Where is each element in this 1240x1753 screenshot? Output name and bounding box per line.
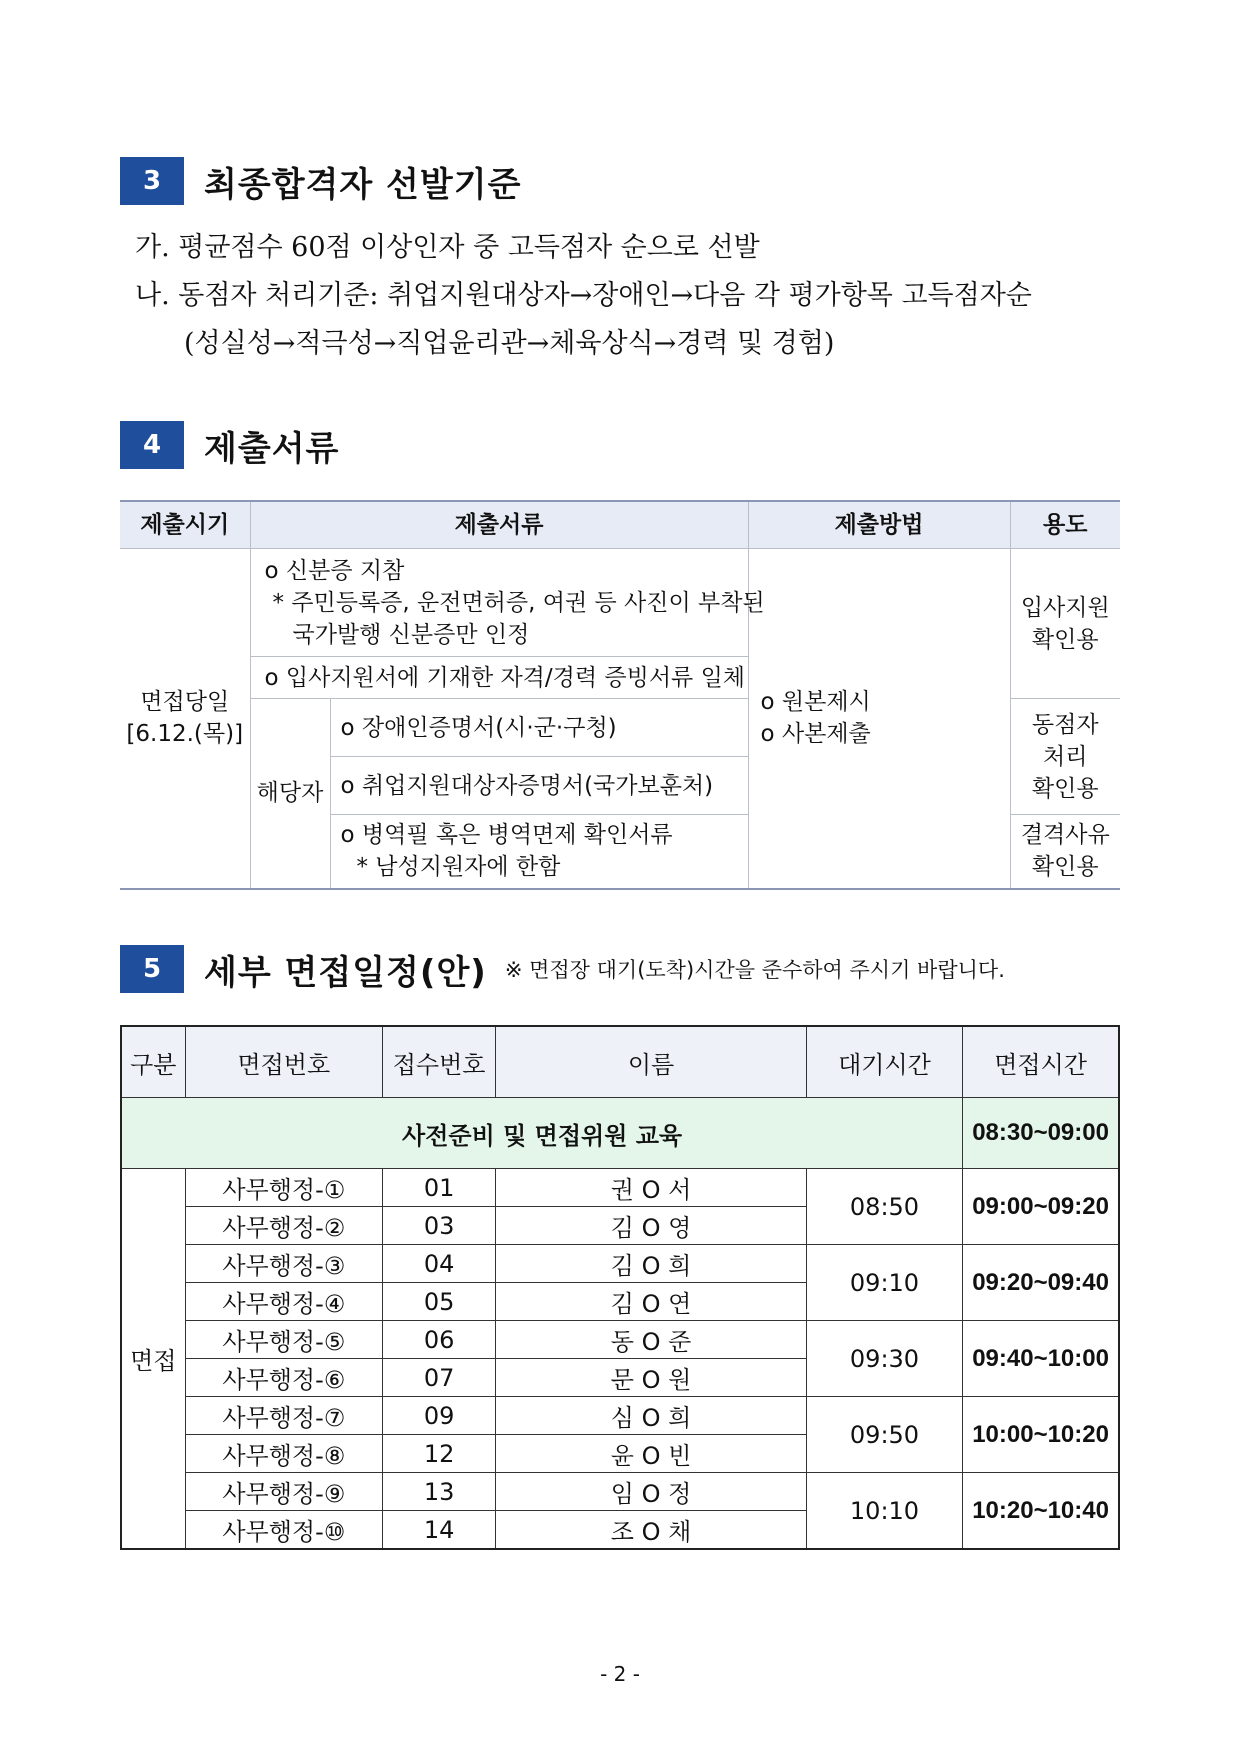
applicant-name: 김 O 연 [496, 1283, 807, 1321]
reg-no: 13 [383, 1473, 496, 1511]
reg-no: 07 [383, 1359, 496, 1397]
header-method: 제출방법 [748, 501, 1010, 549]
doc-id-note: * 주민등록증, 운전면허증, 여권 등 사진이 부착된 [272, 589, 765, 616]
use-tiebreak: 동점자 처리 확인용 [1010, 699, 1120, 815]
interview-time: 10:20~10:40 [963, 1473, 1119, 1550]
doc-veteran: o 취업지원대상자증명서(국가보훈처) [330, 757, 748, 815]
reg-no: 09 [383, 1397, 496, 1435]
doc-military-note: * 남성지원자에 한함 [356, 854, 561, 881]
interview-time: 09:00~09:20 [963, 1169, 1119, 1245]
interview-no: 사무행정-⑨ [185, 1473, 382, 1511]
applicant-name: 조 O 채 [496, 1511, 807, 1550]
method-copy: o 사본제출 [760, 721, 871, 748]
applicant-name: 임 O 정 [496, 1473, 807, 1511]
section-number: 4 [120, 421, 184, 469]
header-interview-no: 면접번호 [185, 1026, 382, 1098]
header-category: 구분 [121, 1026, 185, 1098]
section-title: 제출서류 [204, 428, 340, 469]
section-4 [120, 421, 339, 469]
use-disqualification: 결격사유 확인용 [1010, 815, 1120, 889]
wait-time: 09:50 [806, 1397, 962, 1473]
reg-no: 14 [383, 1511, 496, 1550]
interview-time: 09:40~10:00 [963, 1321, 1119, 1397]
interview-time: 10:00~10:20 [963, 1397, 1119, 1473]
applicant-name: 윤 O 빈 [496, 1435, 807, 1473]
interview-no: 사무행정-⑧ [185, 1435, 382, 1473]
reg-no: 06 [383, 1321, 496, 1359]
section-note: ※ 면접장 대기(도착)시간을 준수하여 주시기 바랍니다. [504, 958, 1005, 982]
interview-no: 사무행정-⑥ [185, 1359, 382, 1397]
interview-time: 09:20~09:40 [963, 1245, 1119, 1321]
section-number: 5 [120, 945, 184, 993]
submission-timing: 면접당일 [6.12.(목)] [120, 549, 250, 889]
interview-no: 사무행정-⑩ [185, 1511, 382, 1550]
header-name: 이름 [496, 1026, 807, 1098]
doc-id-note-2: 국가발행 신분증만 인정 [292, 621, 530, 648]
wait-time: 10:10 [806, 1473, 962, 1550]
criteria-line-2: 나. 동점자 처리기준: 취업지원대상자→장애인→다음 각 평가항목 고득점자순 [135, 280, 1032, 311]
interview-no: 사무행정-③ [185, 1245, 382, 1283]
section-3-header [120, 157, 521, 205]
method-original: o 원본제시 [760, 689, 871, 716]
doc-military-cell [330, 815, 748, 889]
category-cell: 면접 [121, 1169, 185, 1550]
applicant-name: 심 O 희 [496, 1397, 807, 1435]
applicable-label: 해당자 [250, 699, 330, 889]
header-wait-time: 대기시간 [806, 1026, 962, 1098]
wait-time: 08:50 [806, 1169, 962, 1245]
wait-time: 09:10 [806, 1245, 962, 1321]
doc-id: o 신분증 지참 [264, 557, 405, 584]
interview-no: 사무행정-⑤ [185, 1321, 382, 1359]
section-5 [120, 945, 1005, 993]
header-use: 용도 [1010, 501, 1120, 549]
section-4-header [120, 421, 339, 469]
header-reg-no: 접수번호 [383, 1026, 496, 1098]
wait-time: 09:30 [806, 1321, 962, 1397]
header-timing: 제출시기 [120, 501, 250, 549]
reg-no: 04 [383, 1245, 496, 1283]
applicant-name: 김 O 희 [496, 1245, 807, 1283]
doc-id-cell [250, 549, 765, 657]
applicant-name: 문 O 원 [496, 1359, 807, 1397]
applicant-name: 동 O 준 [496, 1321, 807, 1359]
interview-no: 사무행정-⑦ [185, 1397, 382, 1435]
header-interview-time: 면접시간 [963, 1026, 1119, 1098]
use-application: 입사지원 확인용 [1010, 549, 1120, 699]
doc-certificates: o 입사지원서에 기재한 자격/경력 증빙서류 일체 [250, 657, 748, 699]
submission-method [748, 549, 1010, 889]
interview-no: 사무행정-② [185, 1207, 382, 1245]
criteria-line-1: 가. 평균점수 60점 이상인자 중 고득점자 순으로 선발 [135, 232, 760, 263]
interview-no: 사무행정-① [185, 1169, 382, 1207]
page-number: - 2 - [600, 1662, 640, 1686]
section-title: 최종합격자 선발기준 [204, 164, 522, 205]
reg-no: 12 [383, 1435, 496, 1473]
section-number: 3 [120, 157, 184, 205]
section-5-header [120, 945, 1005, 993]
header-documents: 제출서류 [250, 501, 748, 549]
documents-table [120, 500, 1120, 890]
section-title: 세부 면접일정(안) [204, 952, 487, 993]
schedule-table [120, 1025, 1120, 1550]
doc-disability: o 장애인증명서(시·군·구청) [330, 699, 748, 757]
interview-no: 사무행정-④ [185, 1283, 382, 1321]
prep-time: 08:30~09:00 [963, 1098, 1119, 1169]
reg-no: 03 [383, 1207, 496, 1245]
reg-no: 05 [383, 1283, 496, 1321]
applicant-name: 권 O 서 [496, 1169, 807, 1207]
reg-no: 01 [383, 1169, 496, 1207]
prep-label: 사전준비 및 면접위원 교육 [121, 1098, 963, 1169]
doc-military: o 병역필 혹은 병역면제 확인서류 [340, 822, 673, 849]
section-3 [120, 157, 521, 205]
criteria-line-3: (성실성→적극성→직업윤리관→체육상식→경력 및 경험) [184, 328, 835, 359]
applicant-name: 김 O 영 [496, 1207, 807, 1245]
